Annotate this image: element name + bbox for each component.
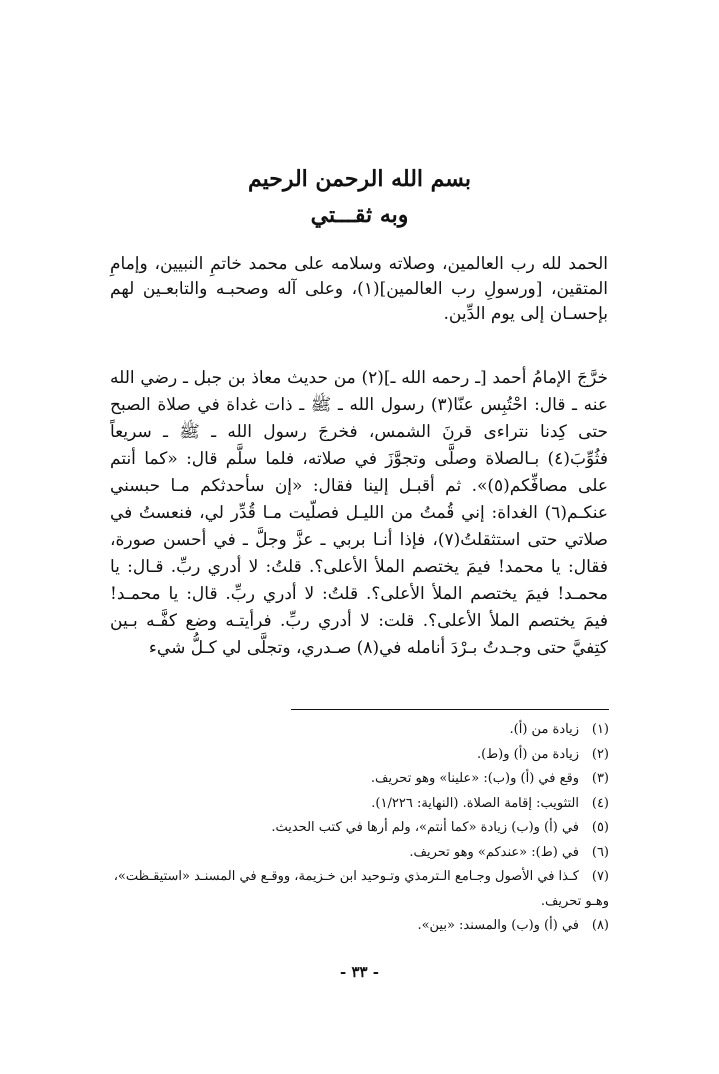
footnote-item bbox=[109, 743, 609, 768]
footnote-number: (٦) bbox=[591, 844, 609, 860]
footnote-number: (٣) bbox=[591, 771, 609, 786]
footnote-item bbox=[109, 816, 609, 841]
footnote-divider bbox=[291, 709, 609, 710]
footnote-item bbox=[109, 792, 609, 817]
footnote-text: في (أ) و(ب) زيادة «كما أنتم»، ولم أرها في كتب الحديث. bbox=[271, 820, 579, 835]
footnote-text: كـذا في الأصول وجـامع الـترمذي وتـوحيد ابن خـزيمة، ووقـع في المسنـد «استيقـظت»، وهـو تحريف. bbox=[113, 869, 609, 909]
subtitle-heading: وبه ثقـــتي bbox=[310, 202, 409, 228]
paragraph-hadith: خرَّجَ الإمامُ أحمد [ـ رحمه الله ـ](٢) من حديث معاذ بن جبل ـ رضي الله عنه ـ قال: احْتُبِس عنّا(٣) رسول الله ـ ﷺ ـ ذات غداة في صلاة الصبح حتى كِدنا نتراءى قرنَ الشمس، فخرجَ رسول الله ـ ﷺ ـ سريعاً فثُوِّبَ(٤) بـالصلاة وصلَّى وتجوَّزَ في صلاته، فلما سلَّم قال: «كما أنتم على مصافِّكم(٥)». ثم أقبـل إلينا فقال: «إن سأحدثكم مـا حبسني عنكـم(٦) الغداة: إني قُمتُ من الليـل فصلّيت مـا قُدِّر لي، فنعستُ في صلاتي حتى استثقلتُ(٧)، فإذا أنـا بربي ـ عزَّ وجلَّ ـ في أحسن صورة، فقال: يا محمد! فيمَ يختصم الملأ الأعلى؟. قلتُ: لا أدري ربِّ. قـال: يا محمـد! فيمَ يختصم الملأ الأعلى؟. قلتُ: لا أدري ربِّ. قال: يا محمـد! فيمَ يختصم الملأ الأعلى؟. قلت: لا أدري ربِّ. فرأيتـه وضع كفَّـه بـين كتِفيَّ حتى وجـدتُ بـرْدَ أنامله في(٨) صـدري، وتجلَّى لي كـلُّ شيء bbox=[110, 368, 609, 658]
footnotes-list bbox=[109, 718, 609, 939]
footnote-number: (٨) bbox=[591, 918, 609, 933]
footnote-item bbox=[109, 767, 609, 792]
footnote-item bbox=[109, 914, 609, 939]
footnote-item bbox=[109, 841, 609, 866]
footnote-text: في (أ) و(ب) والمسند: «بين». bbox=[417, 918, 579, 933]
footnote-text: زيادة من (أ) و(ط). bbox=[476, 746, 579, 762]
footnote-item bbox=[109, 865, 609, 914]
page-number: - ٣٣ - bbox=[339, 963, 380, 981]
footnote-text: التثويب: إقامة الصلاة. (النهاية: ١/٢٢٦). bbox=[371, 795, 579, 811]
footnote-number: (٧) bbox=[591, 869, 609, 884]
footnote-text: في (ط): «عندكم» وهو تحريف. bbox=[409, 844, 579, 860]
footnote-number: (٥) bbox=[591, 820, 609, 835]
footnote-item bbox=[109, 718, 609, 743]
footnote-text: وقع في (أ) و(ب): «علينا» وهو تحريف. bbox=[370, 771, 579, 786]
footnote-number: (١) bbox=[591, 722, 609, 737]
paragraph-opening: الحمد لله رب العالمين، وصلاته وسلامه على محمد خاتمِ النبيين، وإمامِ المتقين، [ورسولِ رب العالمين](١)، وعلى آله وصحبـه والتابعـين لهم بإحسـان إلى يوم الدِّين. bbox=[110, 254, 609, 324]
footnote-text: زيادة من (أ). bbox=[509, 722, 579, 737]
footnote-number: (٢) bbox=[591, 746, 609, 762]
basmala-heading: بسم الله الرحمن الرحيم bbox=[247, 166, 472, 192]
footnote-number: (٤) bbox=[591, 795, 609, 811]
